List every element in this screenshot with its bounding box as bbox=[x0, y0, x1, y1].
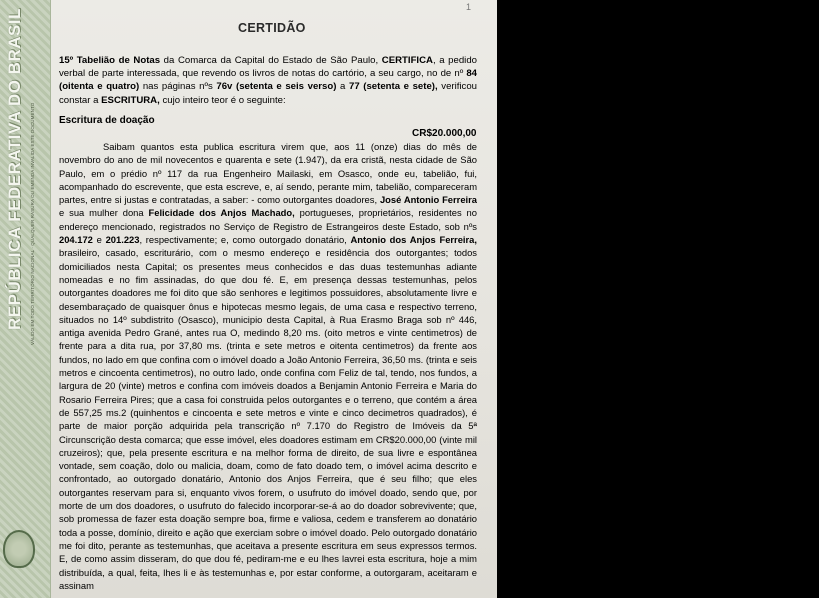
page-number: 1 bbox=[466, 2, 472, 12]
intro-text: cujo inteiro teor é o seguinte: bbox=[159, 94, 286, 106]
registry-number: 204.172 bbox=[59, 234, 93, 246]
intro-bold: CERTIFICA bbox=[381, 55, 433, 66]
body-text: e sua mulher dona bbox=[59, 207, 149, 219]
donor-name: Felicidade dos Anjos Machado, bbox=[148, 207, 295, 219]
intro-bold: 77 (setenta e sete), bbox=[348, 81, 438, 93]
deed-amount: CR$20.000,00 bbox=[412, 128, 477, 139]
security-rail bbox=[0, 0, 51, 598]
body-text: e bbox=[92, 234, 106, 246]
intro-text: da Comarca da Capital do Estado de São Paulo, bbox=[160, 55, 382, 66]
rail-fineprint: VÁLIDO EM TODO TERRITÓRIO NACIONAL · QUALQUER RASURA OU EMENDA INVALIDA ESTE DOCUMENTO bbox=[30, 102, 35, 345]
donor-name: José Antonio Ferreira bbox=[379, 194, 477, 206]
intro-text: a bbox=[336, 81, 349, 93]
deed-body bbox=[59, 140, 477, 598]
registry-number: 201.223 bbox=[105, 234, 140, 246]
page-title: CERTIDÃO bbox=[238, 21, 306, 35]
intro-text: verificou constar a bbox=[59, 81, 478, 106]
notary-name: 15º Tabelião de Notas bbox=[59, 55, 161, 66]
coat-of-arms-seal bbox=[3, 530, 35, 568]
intro-text: nas páginas nºs bbox=[139, 81, 217, 93]
body-text: brasileiro, casado, escriturário, com o mesmo endereço e residência dos outorgantes; todos domiciliados nesta Capital; os presentes meus conhecidos e das duas testemunhas adiante nomeadas e no fim assinadas, do que dou fé. E, em presença dessas testemunhas, pelos outorgantes doadores me foi dito que são senhores e legitimos possuidores, absolutamente livre e desembaraçado de quaisquer ônus e hipotecas mesmo legais, de uma casa e respectivo terreno, situados no 14º subdistrito (Osasco), municipio desta Capital, à Rua Erasmo Braga sob nº 446, antiga avenida Pedro Grané, antes rua O, medindo 8,20 ms. (oito metros e vinte centimetros) de frente para a dita rua, por 37,80 ms. (trinta e sete metros e oitenta centimetros) da frente aos fundos, no lado em que confina com o imóvel doado a João Antonio Ferreira, 36,50 ms. (trinta e seis metros e cincoenta centimetros), no outro lado, onde confina com Feliz de tal, tendo, nos fundos, a largura de 20 (vinte) metros e confina com imóveis doados a Benjamin Antonio Ferreira e Maria do Rosario Ferreira Pires; que a casa foi construida pelos outorgantes e o terreno, que contém a área de 557,25 ms.2 (quinhentos e cincoenta e sete metros e vinte e cinco decimetros quadrados), é parte de maior porção adquirida pela transcrição nº 7.170 do Registro de Imóveis da 5ª Circunscrição desta comarca; que esse imóvel, eles doadores estimam em CR$20.000,00 (vinte mil cruzeiros); que, pela presente escritura e na melhor forma de direito, de sua livre e espontânea vontade, sem coação, dolo ou malicia, doam, como de fato doado tem, o imóvel acima descrito e confrontado, ao outorgado donatário, Antonio dos Anjos Ferreira, que é seu filho; que eles outorgantes reservam para si, enquanto vivos forem, o usufruto do imóvel doado, sendo que, por morte de um dos doadores, o usufruto do falecido incorporar-se-á ao do doador sobrevivente; que, sob promessa de fazer esta doação sempre boa, firme e valiosa, cedem e transferem ao donatário toda a posse, domínio, direito e ação que exerciam sobre o imóvel doado. Pelo outorgado donatário me foi dito, perante as testemunhas, que aceitava a presente escritura em seus expressos termos. E, de como assim disseram, do que dou fé, pediram-me e eu lhes lavrei esta escritura, hoje a mim distribuída, a qual, feita, lhes li e às testemunhas e, por estar conforme, a outorgaram, aceitaram e assinam bbox=[59, 247, 477, 591]
body-text: portugueses, proprietários, residentes no endereço mencionado, registrados no Serviço de Registro de Estrangeiros deste Estado, sob nºs bbox=[59, 207, 477, 232]
intro-bold: 84 (oitenta e quatro) bbox=[59, 68, 477, 93]
body-text: , respectivamente; e, como outorgado donatário, bbox=[139, 234, 351, 246]
body-text: Saibam quantos esta publica escritura virem que, aos 11 (onze) dias do mês de novembro do ano de mil novecentos e quarenta e sete (1.947), da era cristã, nesta cidade de São Paulo, em o prédio nº 117 da rua Engenheiro Mailaski, em Osasco, onde eu, tabelião, fui, acompanhado do escrevente, que esta escreve, e, aí sendo, perante mim, tabelião, compareceram partes, entre si justas e contratadas, a saber: - como outorgantes doadores, bbox=[59, 141, 477, 206]
donee-name: Antonio dos Anjos Ferreira, bbox=[350, 234, 477, 246]
intro-bold: 76v (setenta e seis verso) bbox=[216, 81, 337, 93]
intro-text: , a pedido verbal de parte interessada, que revendo os livros de notas do cartório, a seu cargo, no de nº bbox=[59, 55, 477, 80]
rail-title: REPÚBLICA FEDERATIVA DO BRASIL bbox=[5, 8, 24, 330]
intro-paragraph bbox=[59, 54, 477, 107]
intro-bold: ESCRITURA, bbox=[101, 94, 160, 106]
section-heading: Escritura de doação bbox=[59, 115, 155, 126]
